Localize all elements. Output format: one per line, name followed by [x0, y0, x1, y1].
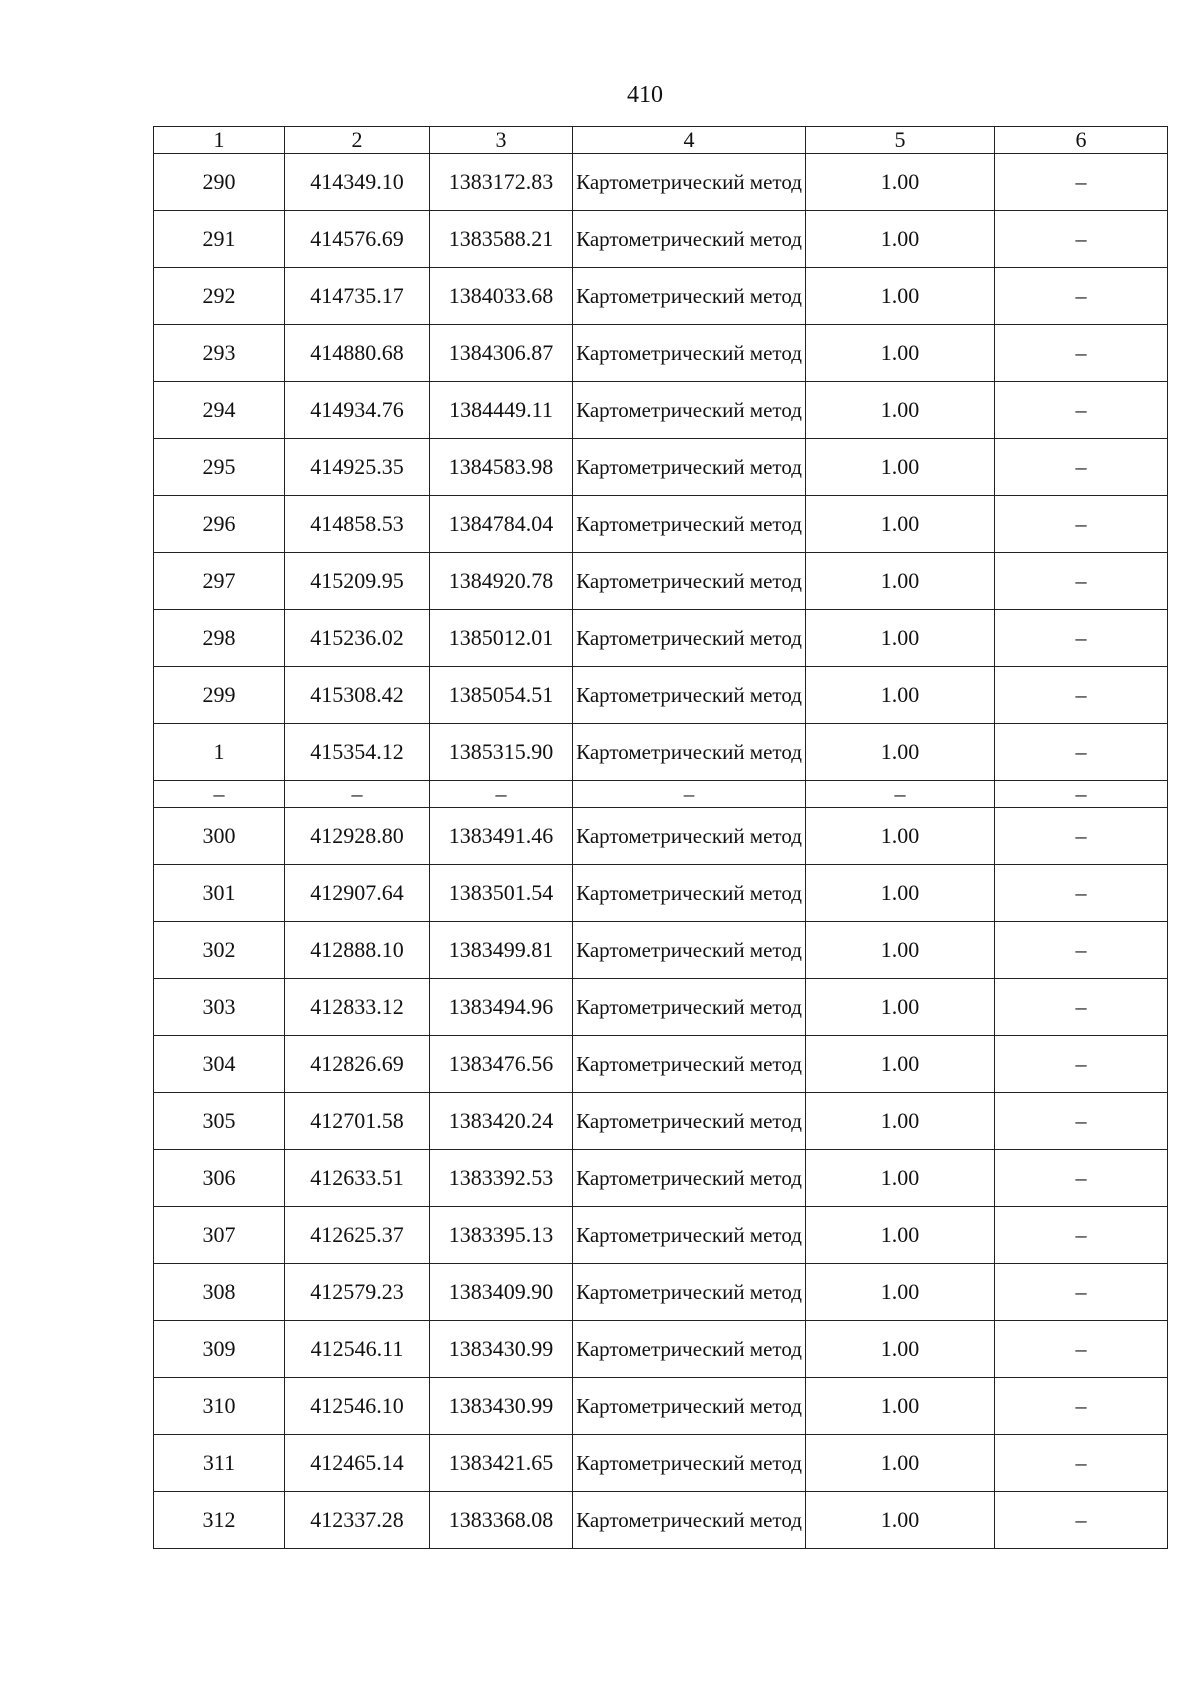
x-coordinate-cell: 412888.10 — [285, 922, 430, 979]
y-coordinate-cell: 1383588.21 — [430, 211, 573, 268]
note-cell: – — [995, 268, 1168, 325]
method-cell: Картометрический метод — [573, 496, 806, 553]
y-coordinate-cell: 1383476.56 — [430, 1036, 573, 1093]
accuracy-cell: 1.00 — [806, 1378, 995, 1435]
method-cell: Картометрический метод — [573, 1093, 806, 1150]
point-number-cell: 299 — [154, 667, 285, 724]
note-cell: – — [995, 724, 1168, 781]
y-coordinate-cell: 1383368.08 — [430, 1492, 573, 1549]
x-coordinate-cell: 414934.76 — [285, 382, 430, 439]
table-row — [154, 979, 1168, 1036]
separator-row — [154, 781, 1168, 808]
accuracy-cell: 1.00 — [806, 439, 995, 496]
y-coordinate-cell: 1383395.13 — [430, 1207, 573, 1264]
table-row — [154, 1207, 1168, 1264]
y-coordinate-cell: 1384920.78 — [430, 553, 573, 610]
method-cell: Картометрический метод — [573, 922, 806, 979]
note-cell: – — [995, 1378, 1168, 1435]
accuracy-cell: 1.00 — [806, 1093, 995, 1150]
method-cell: Картометрический метод — [573, 1321, 806, 1378]
point-number-cell: 306 — [154, 1150, 285, 1207]
column-header: 6 — [995, 127, 1168, 154]
note-cell: – — [995, 439, 1168, 496]
accuracy-cell: 1.00 — [806, 1264, 995, 1321]
point-number-cell: 296 — [154, 496, 285, 553]
x-coordinate-cell: 415354.12 — [285, 724, 430, 781]
y-coordinate-cell: 1384306.87 — [430, 325, 573, 382]
column-header: 4 — [573, 127, 806, 154]
y-coordinate-cell: 1383430.99 — [430, 1321, 573, 1378]
y-coordinate-cell: 1383420.24 — [430, 1093, 573, 1150]
table-row — [154, 496, 1168, 553]
note-cell: – — [995, 610, 1168, 667]
point-number-cell: 290 — [154, 154, 285, 211]
table-row — [154, 1093, 1168, 1150]
note-cell: – — [995, 865, 1168, 922]
point-number-cell: 298 — [154, 610, 285, 667]
y-coordinate-cell: 1383430.99 — [430, 1378, 573, 1435]
y-coordinate-cell: 1385054.51 — [430, 667, 573, 724]
y-coordinate-cell: 1384449.11 — [430, 382, 573, 439]
table-row — [154, 1264, 1168, 1321]
note-cell: – — [995, 1207, 1168, 1264]
point-number-cell: 304 — [154, 1036, 285, 1093]
method-cell: Картометрический метод — [573, 667, 806, 724]
point-number-cell: 293 — [154, 325, 285, 382]
table-row — [154, 1321, 1168, 1378]
note-cell: – — [995, 1036, 1168, 1093]
table-row — [154, 1150, 1168, 1207]
y-coordinate-cell: 1385315.90 — [430, 724, 573, 781]
note-cell: – — [995, 496, 1168, 553]
point-number-cell: 1 — [154, 724, 285, 781]
column-header: 1 — [154, 127, 285, 154]
point-number-cell: 300 — [154, 808, 285, 865]
x-coordinate-cell: 412546.10 — [285, 1378, 430, 1435]
table-row — [154, 922, 1168, 979]
accuracy-cell: 1.00 — [806, 1435, 995, 1492]
method-cell: Картометрический метод — [573, 1378, 806, 1435]
column-header: 3 — [430, 127, 573, 154]
method-cell: Картометрический метод — [573, 1036, 806, 1093]
x-coordinate-cell: 414880.68 — [285, 325, 430, 382]
note-cell: – — [995, 1150, 1168, 1207]
method-cell: Картометрический метод — [573, 211, 806, 268]
x-coordinate-cell: 414858.53 — [285, 496, 430, 553]
y-coordinate-cell: 1384033.68 — [430, 268, 573, 325]
x-coordinate-cell: 415308.42 — [285, 667, 430, 724]
y-coordinate-cell: 1383501.54 — [430, 865, 573, 922]
y-coordinate-cell: – — [430, 781, 573, 808]
point-number-cell: 302 — [154, 922, 285, 979]
point-number-cell: 311 — [154, 1435, 285, 1492]
method-cell: Картометрический метод — [573, 979, 806, 1036]
point-number-cell: – — [154, 781, 285, 808]
accuracy-cell: 1.00 — [806, 268, 995, 325]
x-coordinate-cell: 412833.12 — [285, 979, 430, 1036]
y-coordinate-cell: 1383491.46 — [430, 808, 573, 865]
x-coordinate-cell: 414576.69 — [285, 211, 430, 268]
method-cell: Картометрический метод — [573, 1207, 806, 1264]
point-number-cell: 294 — [154, 382, 285, 439]
x-coordinate-cell: 412337.28 — [285, 1492, 430, 1549]
table-row — [154, 865, 1168, 922]
x-coordinate-cell: 414349.10 — [285, 154, 430, 211]
note-cell: – — [995, 1321, 1168, 1378]
accuracy-cell: 1.00 — [806, 325, 995, 382]
method-cell: Картометрический метод — [573, 553, 806, 610]
y-coordinate-cell: 1383499.81 — [430, 922, 573, 979]
coordinates-table — [153, 126, 1168, 1549]
accuracy-cell: 1.00 — [806, 724, 995, 781]
point-number-cell: 312 — [154, 1492, 285, 1549]
note-cell: – — [995, 1492, 1168, 1549]
note-cell: – — [995, 1093, 1168, 1150]
table-row — [154, 268, 1168, 325]
point-number-cell: 292 — [154, 268, 285, 325]
x-coordinate-cell: 412633.51 — [285, 1150, 430, 1207]
table-row — [154, 325, 1168, 382]
table-row — [154, 1435, 1168, 1492]
method-cell: Картометрический метод — [573, 1150, 806, 1207]
accuracy-cell: 1.00 — [806, 1492, 995, 1549]
accuracy-cell: 1.00 — [806, 154, 995, 211]
method-cell: Картометрический метод — [573, 325, 806, 382]
x-coordinate-cell: 414735.17 — [285, 268, 430, 325]
accuracy-cell: 1.00 — [806, 1150, 995, 1207]
accuracy-cell: – — [806, 781, 995, 808]
y-coordinate-cell: 1383421.65 — [430, 1435, 573, 1492]
accuracy-cell: 1.00 — [806, 496, 995, 553]
table-row — [154, 610, 1168, 667]
accuracy-cell: 1.00 — [806, 808, 995, 865]
method-cell: Картометрический метод — [573, 610, 806, 667]
note-cell: – — [995, 808, 1168, 865]
point-number-cell: 297 — [154, 553, 285, 610]
note-cell: – — [995, 154, 1168, 211]
table-row — [154, 382, 1168, 439]
method-cell: Картометрический метод — [573, 439, 806, 496]
x-coordinate-cell: 412907.64 — [285, 865, 430, 922]
point-number-cell: 301 — [154, 865, 285, 922]
table-row — [154, 667, 1168, 724]
note-cell: – — [995, 211, 1168, 268]
accuracy-cell: 1.00 — [806, 979, 995, 1036]
column-header: 5 — [806, 127, 995, 154]
x-coordinate-cell: 414925.35 — [285, 439, 430, 496]
x-coordinate-cell: 412625.37 — [285, 1207, 430, 1264]
method-cell: Картометрический метод — [573, 154, 806, 211]
accuracy-cell: 1.00 — [806, 922, 995, 979]
point-number-cell: 291 — [154, 211, 285, 268]
table-row — [154, 1378, 1168, 1435]
accuracy-cell: 1.00 — [806, 553, 995, 610]
y-coordinate-cell: 1385012.01 — [430, 610, 573, 667]
method-cell: Картометрический метод — [573, 268, 806, 325]
note-cell: – — [995, 1264, 1168, 1321]
accuracy-cell: 1.00 — [806, 211, 995, 268]
accuracy-cell: 1.00 — [806, 610, 995, 667]
point-number-cell: 308 — [154, 1264, 285, 1321]
accuracy-cell: 1.00 — [806, 1036, 995, 1093]
point-number-cell: 295 — [154, 439, 285, 496]
method-cell: Картометрический метод — [573, 1435, 806, 1492]
accuracy-cell: 1.00 — [806, 1321, 995, 1378]
x-coordinate-cell: – — [285, 781, 430, 808]
y-coordinate-cell: 1383172.83 — [430, 154, 573, 211]
method-cell: Картометрический метод — [573, 382, 806, 439]
method-cell: Картометрический метод — [573, 724, 806, 781]
note-cell: – — [995, 667, 1168, 724]
note-cell: – — [995, 781, 1168, 808]
y-coordinate-cell: 1384583.98 — [430, 439, 573, 496]
table-row — [154, 154, 1168, 211]
note-cell: – — [995, 1435, 1168, 1492]
table-row — [154, 724, 1168, 781]
table-row — [154, 211, 1168, 268]
column-header: 2 — [285, 127, 430, 154]
y-coordinate-cell: 1383392.53 — [430, 1150, 573, 1207]
table-header-row — [154, 127, 1168, 154]
x-coordinate-cell: 412701.58 — [285, 1093, 430, 1150]
page-number: 410 — [627, 82, 663, 108]
method-cell: – — [573, 781, 806, 808]
point-number-cell: 309 — [154, 1321, 285, 1378]
method-cell: Картометрический метод — [573, 1492, 806, 1549]
table-row — [154, 808, 1168, 865]
point-number-cell: 307 — [154, 1207, 285, 1264]
x-coordinate-cell: 412928.80 — [285, 808, 430, 865]
accuracy-cell: 1.00 — [806, 865, 995, 922]
note-cell: – — [995, 979, 1168, 1036]
x-coordinate-cell: 412826.69 — [285, 1036, 430, 1093]
method-cell: Картометрический метод — [573, 808, 806, 865]
note-cell: – — [995, 922, 1168, 979]
x-coordinate-cell: 415236.02 — [285, 610, 430, 667]
note-cell: – — [995, 553, 1168, 610]
method-cell: Картометрический метод — [573, 865, 806, 922]
note-cell: – — [995, 325, 1168, 382]
x-coordinate-cell: 412546.11 — [285, 1321, 430, 1378]
table-row — [154, 439, 1168, 496]
point-number-cell: 303 — [154, 979, 285, 1036]
x-coordinate-cell: 415209.95 — [285, 553, 430, 610]
table-row — [154, 1492, 1168, 1549]
table-row — [154, 553, 1168, 610]
y-coordinate-cell: 1383494.96 — [430, 979, 573, 1036]
note-cell: – — [995, 382, 1168, 439]
method-cell: Картометрический метод — [573, 1264, 806, 1321]
x-coordinate-cell: 412465.14 — [285, 1435, 430, 1492]
point-number-cell: 310 — [154, 1378, 285, 1435]
y-coordinate-cell: 1383409.90 — [430, 1264, 573, 1321]
accuracy-cell: 1.00 — [806, 1207, 995, 1264]
point-number-cell: 305 — [154, 1093, 285, 1150]
table-row — [154, 1036, 1168, 1093]
accuracy-cell: 1.00 — [806, 667, 995, 724]
x-coordinate-cell: 412579.23 — [285, 1264, 430, 1321]
y-coordinate-cell: 1384784.04 — [430, 496, 573, 553]
accuracy-cell: 1.00 — [806, 382, 995, 439]
